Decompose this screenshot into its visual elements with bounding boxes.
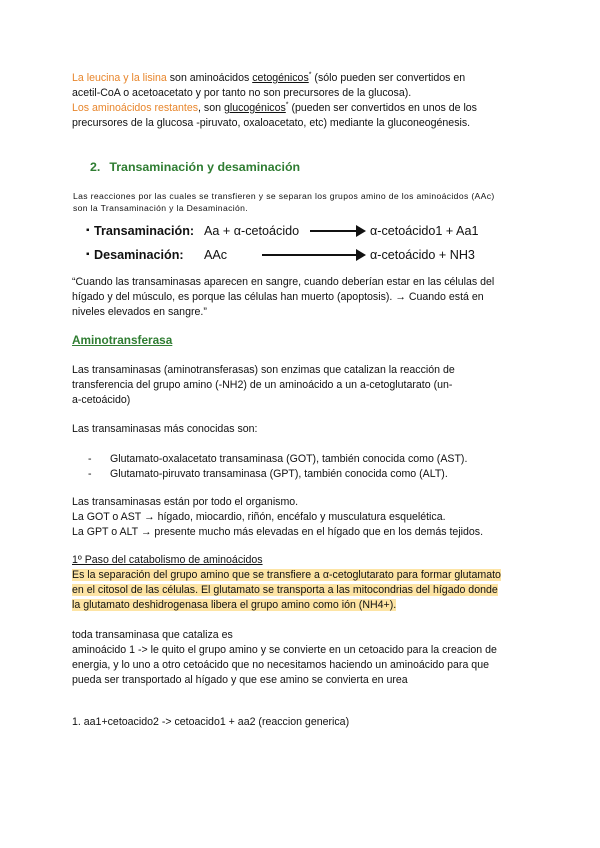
highlight-line3: la glutamato deshidrogenasa libera el grupo amino como ión (NH4+). bbox=[72, 599, 397, 611]
ketogenic-footnote-mark: * bbox=[308, 71, 312, 79]
arrow-right-icon bbox=[356, 225, 366, 237]
quote-line1: “Cuando las transaminasas aparecen en sangre, cuando deberían estar en las células del bbox=[72, 276, 495, 288]
transamination-reactants: Aa + α-cetoácido bbox=[204, 224, 300, 238]
organism-line2: La GOT o AST → hígado, miocardio, riñón, encéfalo y musculatura esquelética. bbox=[72, 511, 446, 523]
ketogenic-paragraph bbox=[72, 71, 534, 131]
quote-paragraph bbox=[72, 275, 534, 320]
dash-bullet: - bbox=[88, 453, 92, 465]
note-line3: energia, y lo uno a otro cetoácido que no necesitamos haciendo un aminoácido para que bbox=[72, 659, 489, 671]
remaining-aa-text: Los aminoácidos restantes bbox=[72, 102, 199, 114]
p1-line3 bbox=[72, 101, 534, 116]
transamination-products: α-cetoácido1 + Aa1 bbox=[370, 224, 479, 238]
list-item bbox=[88, 452, 528, 467]
p1-line1-mid: son aminoácidos bbox=[166, 72, 253, 84]
list-item bbox=[88, 467, 528, 482]
glucogenic-term: glucogénicos bbox=[223, 102, 286, 114]
ketogenic-term: cetogénicos bbox=[252, 72, 309, 84]
p1-line4: precursores de la glucosa -piruvato, oxaloacetato, etc) mediante la gluconeogénesis. bbox=[72, 117, 471, 129]
def-line3: a-cetoácido) bbox=[72, 394, 131, 406]
note-line4: pueda ser transportado al hígado y que ese amino se convierta en urea bbox=[72, 674, 408, 686]
highlight-line1: Es la separación del grupo amino que se transfiere a α-cetoglutarato para formar glutamato bbox=[72, 569, 501, 581]
generic-reaction: 1. aa1+cetoacido2 -> cetoacido1 + aa2 (reaccion generica) bbox=[72, 716, 350, 728]
dash-bullet: - bbox=[88, 468, 92, 480]
bullet-icon: ▪ bbox=[86, 225, 90, 236]
p1-line1 bbox=[72, 71, 534, 86]
p1-line3-end: (pueden ser convertidos en unos de los bbox=[288, 102, 477, 114]
def-line2: transferencia del grupo amino (-NH2) de un aminoácido a un a-cetoglutarato (un- bbox=[72, 379, 453, 391]
section-title-text: Transaminación y desaminación bbox=[109, 160, 301, 174]
leucine-lysine-text: La leucina y la lisina bbox=[72, 72, 167, 84]
organism-line1: Las transaminasas están por todo el organismo. bbox=[72, 496, 299, 508]
deamination-products: α-cetoácido + NH3 bbox=[370, 248, 475, 262]
arrow-right-icon bbox=[356, 249, 366, 261]
list-item-got: Glutamato-oxalacetato transaminasa (GOT), también conocida como (AST). bbox=[110, 453, 468, 465]
quote-line2: hígado y del músculo, es porque las células han muerto (apoptosis). → Cuando está en bbox=[72, 291, 484, 303]
reactions-intro bbox=[73, 190, 543, 214]
known-transaminases-list bbox=[88, 452, 528, 482]
reactions-intro-line2: son la Transaminación y la Desaminación. bbox=[73, 203, 248, 213]
note-line2: aminoácido 1 -> le quito el grupo amino y se convierte en un cetoacido para la creacion de bbox=[72, 644, 497, 656]
p1-line2: acetil-CoA o acetoacetato y por tanto no son precursores de la glucosa). bbox=[72, 87, 412, 99]
list-item-gpt: Glutamato-piruvato transaminasa (GPT), también conocida como (ALT). bbox=[110, 468, 448, 480]
def-line1: Las transaminasas (aminotransferasas) son enzimas que catalizan la reacción de bbox=[72, 364, 455, 376]
aminotransferase-heading: Aminotransferasa bbox=[72, 333, 173, 347]
highlight-line2: en el citosol de las células. El glutamato se transporta a las mitocondrias del hígado donde bbox=[72, 584, 498, 596]
note-line1: toda transaminasa que cataliza es bbox=[72, 629, 233, 641]
bullet-icon: ▪ bbox=[86, 249, 90, 260]
p1-line3-mid: , son bbox=[198, 102, 224, 114]
note-paragraph bbox=[72, 628, 542, 688]
deamination-label: Desaminación: bbox=[94, 248, 184, 262]
transamination-label: Transaminación: bbox=[94, 224, 195, 238]
highlighted-paragraph bbox=[72, 568, 542, 613]
organism-paragraph bbox=[72, 495, 534, 540]
catabolism-step-heading: 1º Paso del catabolismo de aminoácidos bbox=[72, 554, 263, 566]
definition-paragraph bbox=[72, 363, 534, 408]
p1-line1-end: (sólo pueden ser convertidos en bbox=[311, 72, 466, 84]
section-title bbox=[90, 160, 300, 174]
known-intro: Las transaminasas más conocidas son: bbox=[72, 423, 258, 435]
arrow-line bbox=[262, 254, 358, 256]
deamination-reactants: AAc bbox=[204, 248, 228, 262]
quote-line3: niveles elevados en sangre.” bbox=[72, 306, 207, 318]
section-number: 2. bbox=[90, 160, 101, 174]
reactions-intro-line1: Las reacciones por las cuales se transfieren y se separan los grupos amino de los aminoácidos (AAc) bbox=[73, 191, 495, 201]
arrow-line bbox=[310, 230, 358, 232]
glucogenic-footnote-mark: * bbox=[285, 101, 289, 109]
organism-line3: La GPT o ALT → presente mucho más elevadas en el hígado que en los demás tejidos. bbox=[72, 526, 484, 538]
